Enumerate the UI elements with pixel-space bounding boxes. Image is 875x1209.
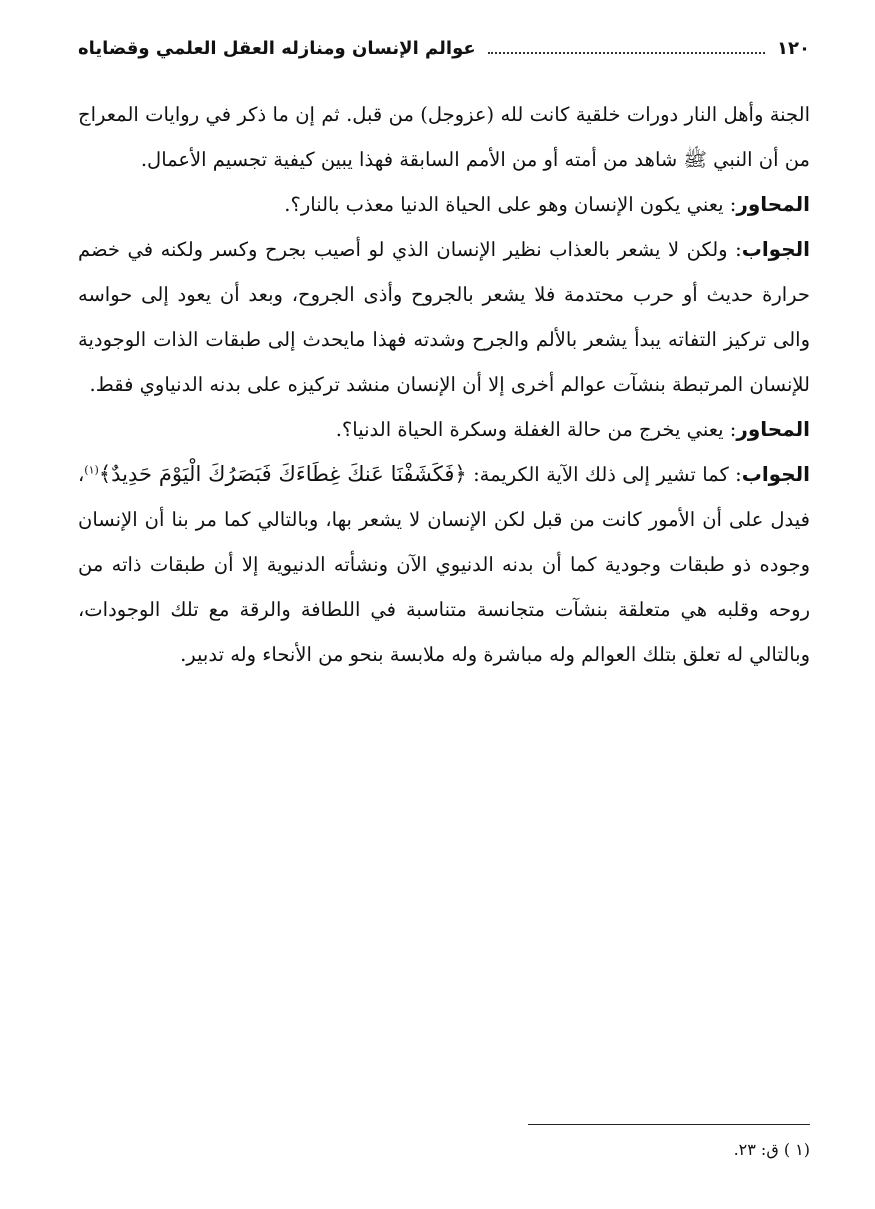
answer-label: الجواب: [741, 462, 810, 486]
interlocutor-label: المحاور: [736, 192, 810, 216]
answer-label: الجواب: [741, 237, 810, 261]
answer-2-intro: : كما تشير إلى ذلك الآية الكريمة:: [466, 463, 742, 486]
footnote: (١ ) ق: ٢٣.: [733, 1140, 810, 1159]
question-1-text: : يعني يكون الإنسان وهو على الحياة الدنيا معذب بالنار؟.: [284, 193, 737, 216]
header-dotted-leader: [488, 42, 765, 54]
question-1: [78, 182, 810, 227]
answer-1-text: : ولكن لا يشعر بالعذاب نظير الإنسان الذي لو أصيب بجرح وكسر ولكنه في خضم حرارة حديث أو حرب محتدمة فلا يشعر بالجروح وأذى الجروح، وبعد أن يعود إلى حواسه والى تركيز التفاته يبدأ يشعر بالألم والجرح وشدته فهذا مايحدث إلى طبقات الذات الوجودية للإنسان المرتبطة بنشآت عوالم أخرى إلا أن الإنسان منشد تركيزه على بدنه الدنياوي فقط.: [78, 238, 810, 396]
running-title: عوالم الإنسان ومنازله العقل العلمي وقضاياه: [78, 37, 476, 59]
body-text: [78, 92, 810, 677]
answer-1: [78, 227, 810, 407]
quran-verse: ﴿فَكَشَفْنَا عَنكَ غِطَاءَكَ فَبَصَرُكَ الْيَوْمَ حَدِيدٌ﴾: [98, 462, 467, 486]
answer-2-text: ، فيدل على أن الأمور كانت من قبل لكن الإنسان لا يشعر بها، وبالتالي كما مر بنا أن الإنسان وجوده ذو طبقات وجودية كما أن بدنه الدنيوي الآن ونشأته الدنيوية إلا أن طبقات ذاته من روحه وقلبه هي متعلقة بنشآت متجانسة متناسبة في اللطافة والرقة مع تلك الوجودات، وبالتالي له تعلق بتلك العوالم وله مباشرة وله ملابسة بنحو من الأنحاء وله تدبير.: [78, 463, 810, 666]
footnote-divider: [528, 1124, 810, 1125]
question-2: [78, 407, 810, 452]
answer-2: [78, 452, 810, 677]
question-2-text: : يعني يخرج من حالة الغفلة وسكرة الحياة الدنيا؟.: [335, 418, 737, 441]
paragraph-intro: الجنة وأهل النار دورات خلقية كانت لله (عزوجل) من قبل. ثم إن ما ذكر في روايات المعراج من أن النبي ﷺ شاهد من أمته أو من الأمم السابقة فهذا يبين كيفية تجسيم الأعمال.: [78, 103, 810, 171]
page-header: [78, 28, 810, 68]
interlocutor-label: المحاور: [736, 417, 810, 441]
footnote-marker[interactable]: (١): [84, 463, 99, 477]
page-number: ١٢٠: [777, 37, 810, 59]
